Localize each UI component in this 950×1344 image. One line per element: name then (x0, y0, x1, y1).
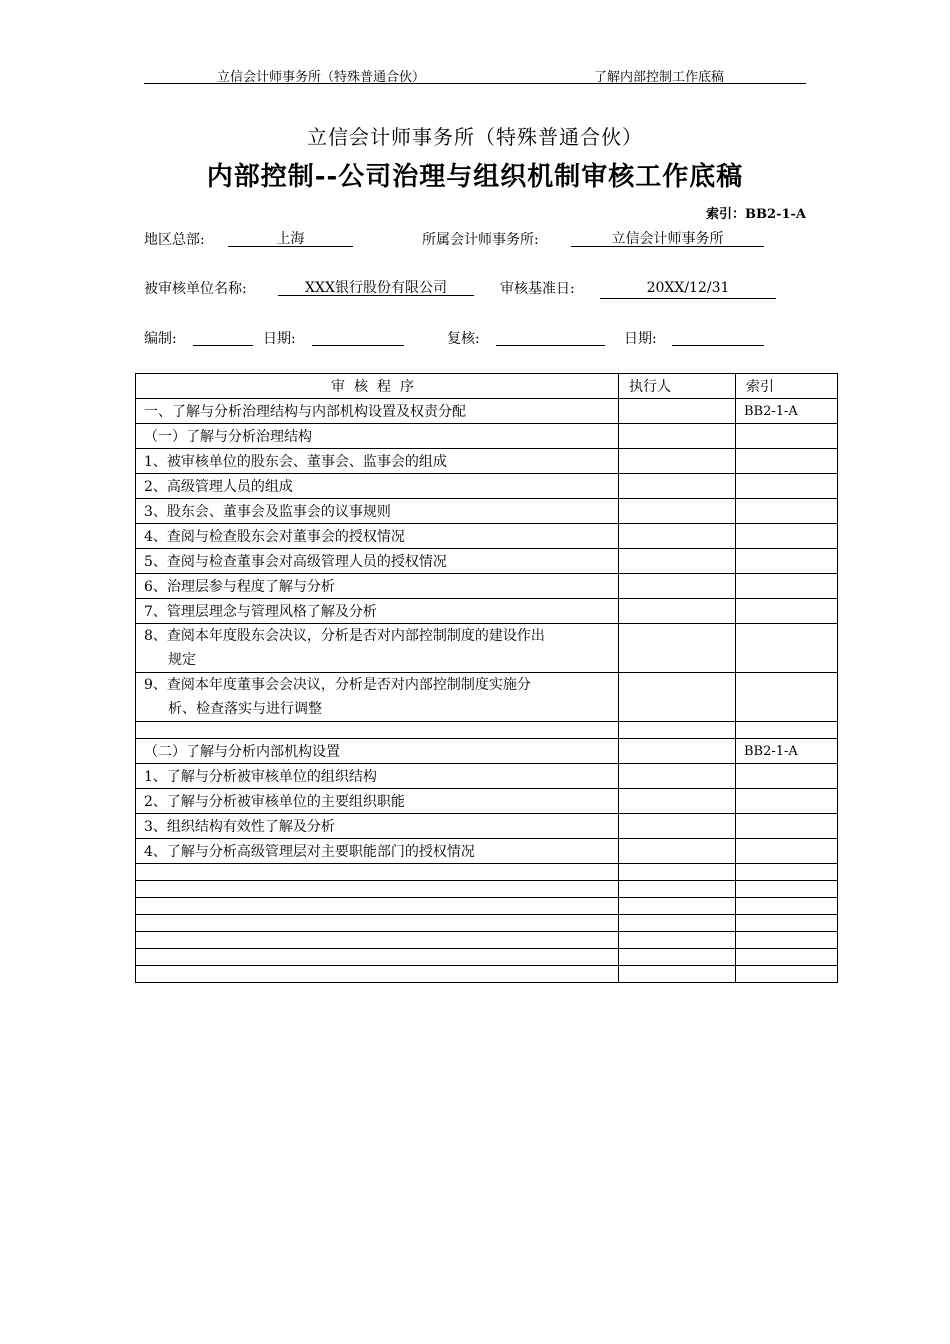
reviewed-date-field[interactable] (672, 327, 764, 346)
table-row (136, 789, 838, 814)
index-cell (736, 932, 838, 949)
procedure-text: 9、查阅本年度董事会会决议，分析是否对内部控制制度实施分 (144, 677, 531, 693)
table-row (136, 449, 838, 474)
index-cell (736, 839, 838, 864)
executor-cell[interactable] (619, 764, 736, 789)
table-row (136, 764, 838, 789)
index-cell (736, 898, 838, 915)
table-row-empty (136, 864, 838, 881)
executor-cell[interactable] (619, 424, 736, 449)
document-title: 内部控制--公司治理与组织机制审核工作底稿 (206, 162, 744, 192)
table-row (136, 739, 838, 764)
document-index: 索引：BB2-1-A (706, 207, 806, 222)
executor-cell[interactable] (619, 898, 736, 915)
procedure-cell (136, 915, 619, 932)
index-cell (736, 915, 838, 932)
executor-cell[interactable] (619, 814, 736, 839)
executor-cell[interactable] (619, 549, 736, 574)
index-cell (736, 449, 838, 474)
executor-cell[interactable] (619, 915, 736, 932)
procedure-cell: 7、管理层理念与管理风格了解及分析 (136, 599, 619, 624)
procedure-cell: 2、了解与分析被审核单位的主要组织职能 (136, 789, 619, 814)
executor-cell[interactable] (619, 399, 736, 424)
prepared-date-label: 日期: (263, 331, 296, 347)
procedure-cell: （二）了解与分析内部机构设置 (136, 739, 619, 764)
index-cell (736, 499, 838, 524)
table-row (136, 599, 838, 624)
base-date-label: 审核基准日: (500, 281, 575, 297)
table-row (136, 399, 838, 424)
header-doc-title: 了解内部控制工作底稿 (594, 70, 725, 85)
reviewed-by-label: 复核: (447, 331, 480, 347)
procedure-cell: 6、治理层参与程度了解与分析 (136, 574, 619, 599)
audited-unit-field[interactable]: XXX银行股份有限公司 (278, 277, 474, 296)
table-row-empty (136, 932, 838, 949)
table-row (136, 524, 838, 549)
audit-procedures-table (135, 373, 838, 983)
procedure-text: 8、查阅本年度股东会决议，分析是否对内部控制制度的建设作出 (144, 628, 545, 644)
reviewed-by-field[interactable] (496, 327, 605, 346)
table-header-row (136, 374, 838, 399)
index-cell (736, 814, 838, 839)
executor-cell[interactable] (619, 949, 736, 966)
procedure-cell: 4、查阅与检查股东会对董事会的授权情况 (136, 524, 619, 549)
procedure-cell (136, 966, 619, 983)
procedure-cell: 1、了解与分析被审核单位的组织结构 (136, 764, 619, 789)
prepared-by-label: 编制: (144, 331, 177, 347)
region-field[interactable]: 上海 (228, 228, 353, 247)
index-cell (736, 789, 838, 814)
index-cell (736, 549, 838, 574)
index-cell (736, 949, 838, 966)
table-row (136, 624, 838, 673)
procedure-cell: 3、股东会、董事会及监事会的议事规则 (136, 499, 619, 524)
procedure-cell: 一、了解与分析治理结构与内部机构设置及权责分配 (136, 399, 619, 424)
table-row-empty (136, 915, 838, 932)
procedure-text-cont: 析、检查落实与进行调整 (168, 701, 322, 717)
document-subtitle: 立信会计师事务所（特殊普通合伙） (307, 125, 643, 149)
procedure-cell (136, 881, 619, 898)
index-cell (736, 673, 838, 722)
index-cell (736, 764, 838, 789)
procedure-cell: 4、了解与分析高级管理层对主要职能部门的授权情况 (136, 839, 619, 864)
procedure-cell: 1、被审核单位的股东会、董事会、监事会的组成 (136, 449, 619, 474)
executor-cell[interactable] (619, 673, 736, 722)
executor-cell[interactable] (619, 789, 736, 814)
base-date-field[interactable]: 20XX/12/31 (600, 280, 776, 299)
header-index: 索引 (736, 374, 838, 399)
firm-field[interactable]: 立信会计师事务所 (571, 228, 764, 247)
index-cell (736, 881, 838, 898)
executor-cell[interactable] (619, 524, 736, 549)
table-row (136, 499, 838, 524)
index-cell: BB2-1-A (736, 739, 838, 764)
header-procedure: 审核程序 (136, 374, 619, 399)
procedure-cell: （一）了解与分析治理结构 (136, 424, 619, 449)
executor-cell[interactable] (619, 864, 736, 881)
index-cell: BB2-1-A (736, 399, 838, 424)
executor-cell[interactable] (619, 739, 736, 764)
procedure-cell (136, 722, 619, 739)
table-row (136, 722, 838, 739)
procedure-cell (136, 624, 619, 673)
region-label: 地区总部: (144, 232, 205, 248)
procedure-cell (136, 932, 619, 949)
table-row-empty (136, 966, 838, 983)
index-cell (736, 574, 838, 599)
executor-cell[interactable] (619, 881, 736, 898)
index-cell (736, 624, 838, 673)
header-firm-name: 立信会计师事务所（特殊普通合伙） (217, 70, 426, 85)
table-row (136, 814, 838, 839)
index-cell (736, 524, 838, 549)
executor-cell[interactable] (619, 574, 736, 599)
executor-cell[interactable] (619, 474, 736, 499)
executor-cell[interactable] (619, 932, 736, 949)
executor-cell[interactable] (619, 722, 736, 739)
table-row-empty (136, 949, 838, 966)
prepared-date-field[interactable] (312, 327, 404, 346)
procedure-cell (136, 898, 619, 915)
executor-cell[interactable] (619, 449, 736, 474)
procedure-cell (136, 673, 619, 722)
executor-cell[interactable] (619, 499, 736, 524)
index-cell (736, 474, 838, 499)
index-cell (736, 722, 838, 739)
executor-cell[interactable] (619, 839, 736, 864)
prepared-by-field[interactable] (193, 327, 253, 346)
header-executor: 执行人 (619, 374, 736, 399)
index-cell (736, 424, 838, 449)
header-divider (144, 83, 806, 84)
index-cell (736, 599, 838, 624)
table-row (136, 839, 838, 864)
table-row (136, 673, 838, 722)
table-row (136, 424, 838, 449)
table-row-empty (136, 881, 838, 898)
table-row-empty (136, 898, 838, 915)
procedure-cell: 5、查阅与检查董事会对高级管理人员的授权情况 (136, 549, 619, 574)
executor-cell[interactable] (619, 599, 736, 624)
procedure-cell: 2、高级管理人员的组成 (136, 474, 619, 499)
executor-cell[interactable] (619, 966, 736, 983)
table-row (136, 549, 838, 574)
procedure-cell: 3、组织结构有效性了解及分析 (136, 814, 619, 839)
procedure-text-cont: 规定 (168, 652, 196, 668)
audited-unit-label: 被审核单位名称: (144, 281, 247, 297)
executor-cell[interactable] (619, 624, 736, 673)
table-row (136, 474, 838, 499)
index-cell (736, 966, 838, 983)
table-row (136, 574, 838, 599)
firm-label: 所属会计师事务所: (422, 232, 539, 248)
procedure-cell (136, 949, 619, 966)
index-cell (736, 864, 838, 881)
procedure-cell (136, 864, 619, 881)
reviewed-date-label: 日期: (624, 331, 657, 347)
